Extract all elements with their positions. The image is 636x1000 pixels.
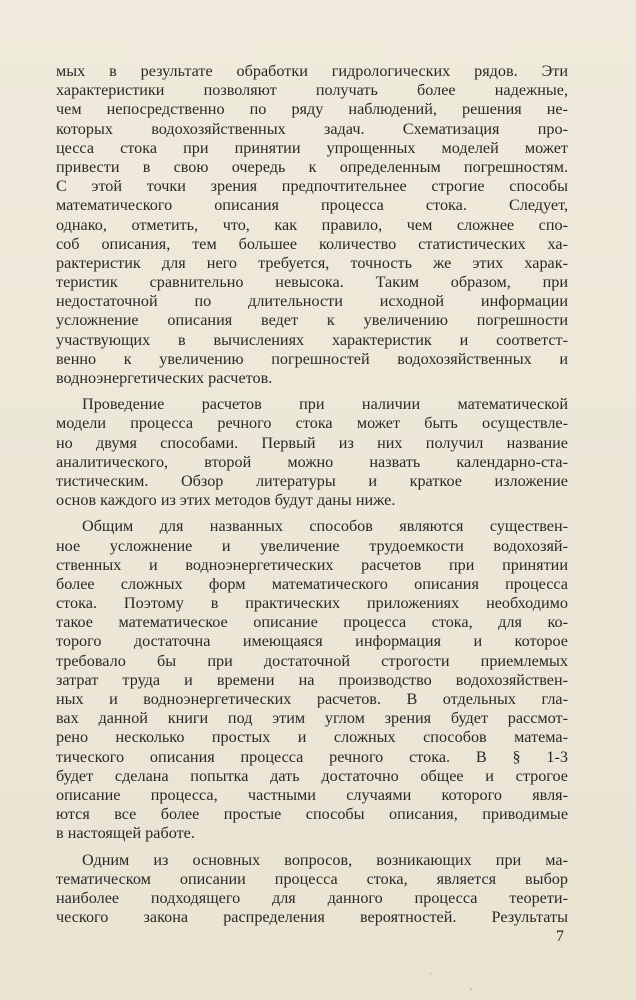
text-line: Общим для названных способов являются существен- [82, 517, 568, 536]
text-line: будет сделана попытка дать достаточно общее и строгое [56, 766, 568, 785]
text-line: аналитического, второй можно назвать календарно-ста- [56, 452, 568, 471]
paragraph [56, 395, 568, 510]
text-line: ются все более простые способы описания, приводимые [56, 805, 568, 824]
text-line: чем непосредственно по ряду наблюдений, решения не- [56, 100, 568, 119]
text-line: Одним из основных вопросов, возникающих при ма- [82, 850, 568, 869]
text-line: стока. Поэтому в практических приложениях необходимо [56, 594, 568, 613]
body-text [56, 62, 568, 934]
text-line: описание процесса, частными случаями которого явля- [56, 785, 568, 804]
text-line: в настоящей работе. [56, 824, 195, 843]
text-line: ческого закона распределения вероятностей. Результаты [56, 908, 568, 927]
text-line: цесса стока при принятии упрощенных моделей может [56, 138, 568, 157]
text-line: модели процесса речного стока может быть осуществле- [56, 414, 568, 433]
text-line: тического описания процесса речного стока. В § 1-3 [56, 747, 568, 766]
text-line: водноэнергетических расчетов. [56, 369, 273, 387]
text-line: однако, отметить, что, как правило, чем сложнее спо- [56, 215, 568, 234]
text-line: наиболее подходящего для данного процесса теорети- [56, 888, 568, 907]
text-line: ственных и водноэнергетических расчетов при принятии [56, 555, 568, 574]
text-line: соб описания, тем большее количество статистических ха- [56, 234, 568, 253]
paragraph [56, 851, 568, 928]
text-line: усложнение описания ведет к увеличению погрешности [56, 311, 568, 330]
text-line: С этой точки зрения предпочтительнее строгие способы [56, 177, 568, 196]
text-line: затрат труда и времени на производство водохозяйствен- [56, 670, 568, 689]
text-line: тистическим. Обзор литературы и краткое изложение [56, 471, 568, 490]
text-line: характеристики позволяют получать более надежные, [56, 81, 568, 100]
paper-speck [598, 226, 599, 227]
text-line: более сложных форм математического описания процесса [56, 574, 568, 593]
paragraph [56, 62, 568, 388]
text-line: ных и водноэнергетических расчетов. В отдельных гла- [56, 690, 568, 708]
text-line: участвующих в вычислениях характеристик и соответст- [56, 330, 568, 349]
paragraph [56, 517, 568, 843]
text-line: такое математическое описание процесса стока, для ко- [56, 613, 568, 632]
text-line: торого достаточна имеющаяся информация и которое [56, 632, 568, 651]
text-line: рено несколько простых и сложных способов матема- [56, 728, 568, 747]
text-line: Проведение расчетов при наличии математической [82, 395, 568, 414]
text-line: тематическом описании процесса стока, является выбор [56, 869, 568, 888]
text-line: но двумя способами. Первый из них получил название [56, 433, 568, 452]
text-line: теристик сравнительно невысока. Таким образом, при [56, 273, 568, 292]
text-line: мых в результате обработки гидрологических рядов. Эти [56, 62, 568, 80]
text-line: привести в свою очередь к определенным погрешностям. [56, 157, 568, 176]
text-line: вах данной книги под этим углом зрения будет рассмот- [56, 709, 568, 728]
text-line: ное усложнение и увеличение трудоемкости водохозяй- [56, 536, 568, 555]
text-line: венно к увеличению погрешностей водохозяйственных и [56, 349, 568, 368]
text-line: математического описания процесса стока. Следует, [56, 196, 568, 215]
text-line: которых водохозяйственных задач. Схематизация про- [56, 119, 568, 138]
text-line: требовало бы при достаточной строгости приемлемых [56, 651, 568, 670]
page-number: 7 [556, 928, 564, 945]
text-line: рактеристик для него требуется, точность же этих харак- [56, 253, 568, 272]
text-line: основ каждого из этих методов будут даны ниже. [56, 491, 396, 510]
paper-speck [430, 972, 431, 975]
paper-speck [470, 988, 472, 990]
text-line: недостаточной по длительности исходной информации [56, 292, 568, 311]
